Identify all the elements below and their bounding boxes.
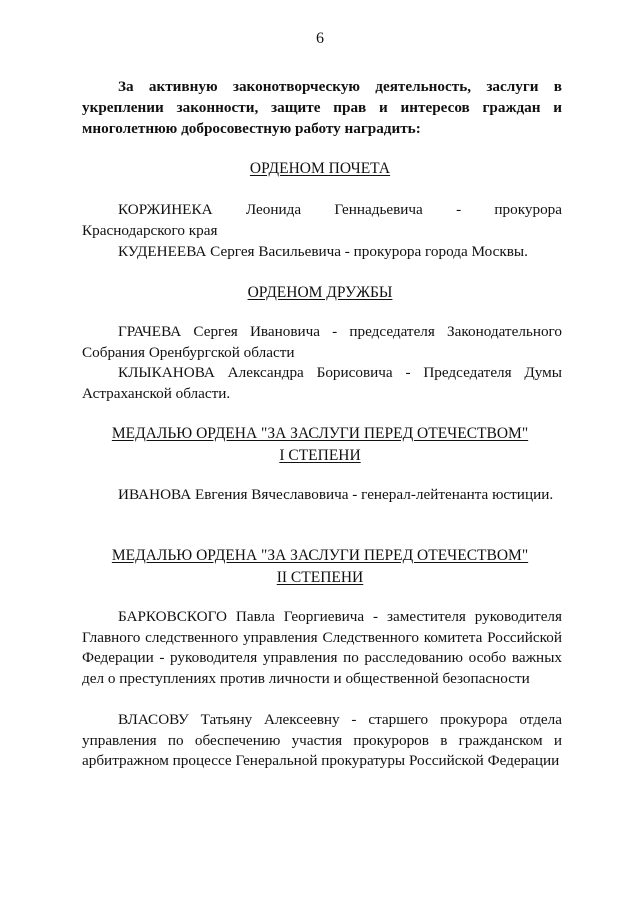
section-heading-medal-second-degree: МЕДАЛЬЮ ОРДЕНА "ЗА ЗАСЛУГИ ПЕРЕД ОТЕЧЕСТВОМ" II СТЕПЕНИ (111, 547, 529, 586)
award-entry-grachev: ГРАЧЕВА Сергея Ивановича - председателя Законодательного Собрания Оренбургской области (82, 323, 562, 361)
intro-text: За активную законотворческую деятельность, заслуги в укреплении законности, защите прав и интересов граждан и многолетнюю добросовестную работу наградить: (82, 78, 562, 137)
award-entry-korzhinek: КОРЖИНЕКА Леонида Геннадьевича - прокурора Краснодарского края (82, 201, 562, 239)
page-number: 6 (316, 30, 324, 47)
section-heading-medal-first-degree: МЕДАЛЬЮ ОРДЕНА "ЗА ЗАСЛУГИ ПЕРЕД ОТЕЧЕСТВОМ" I СТЕПЕНИ (111, 425, 529, 464)
award-entry-barkovsky: БАРКОВСКОГО Павла Георгиевича - заместителя руководителя Главного следственного управления Следственного комитета Российской Федерации - руководителя управления по расследованию особо важных дел о преступлениях против личности и общественной безопасности (82, 608, 562, 687)
award-entry-kudeneev: КУДЕНЕЕВА Сергея Васильевича - прокурора города Москвы. (118, 243, 528, 260)
section-heading-order-of-honor: ОРДЕНОМ ПОЧЕТА (249, 160, 391, 177)
award-entry-vlasova: ВЛАСОВУ Татьяну Алексеевну - старшего прокурора отдела управления по обеспечению участия прокуроров в гражданском и арбитражном процессе Генеральной прокуратуры Российской Федерации (82, 711, 562, 769)
intro-paragraph (82, 76, 562, 139)
award-entry-klykanov: КЛЫКАНОВА Александра Борисовича - Председателя Думы Астраханской области. (82, 364, 562, 402)
award-entry-ivanov: ИВАНОВА Евгения Вячеславовича - генерал-лейтенанта юстиции. (118, 486, 554, 503)
section-heading-order-of-friendship: ОРДЕНОМ ДРУЖБЫ (247, 284, 393, 301)
